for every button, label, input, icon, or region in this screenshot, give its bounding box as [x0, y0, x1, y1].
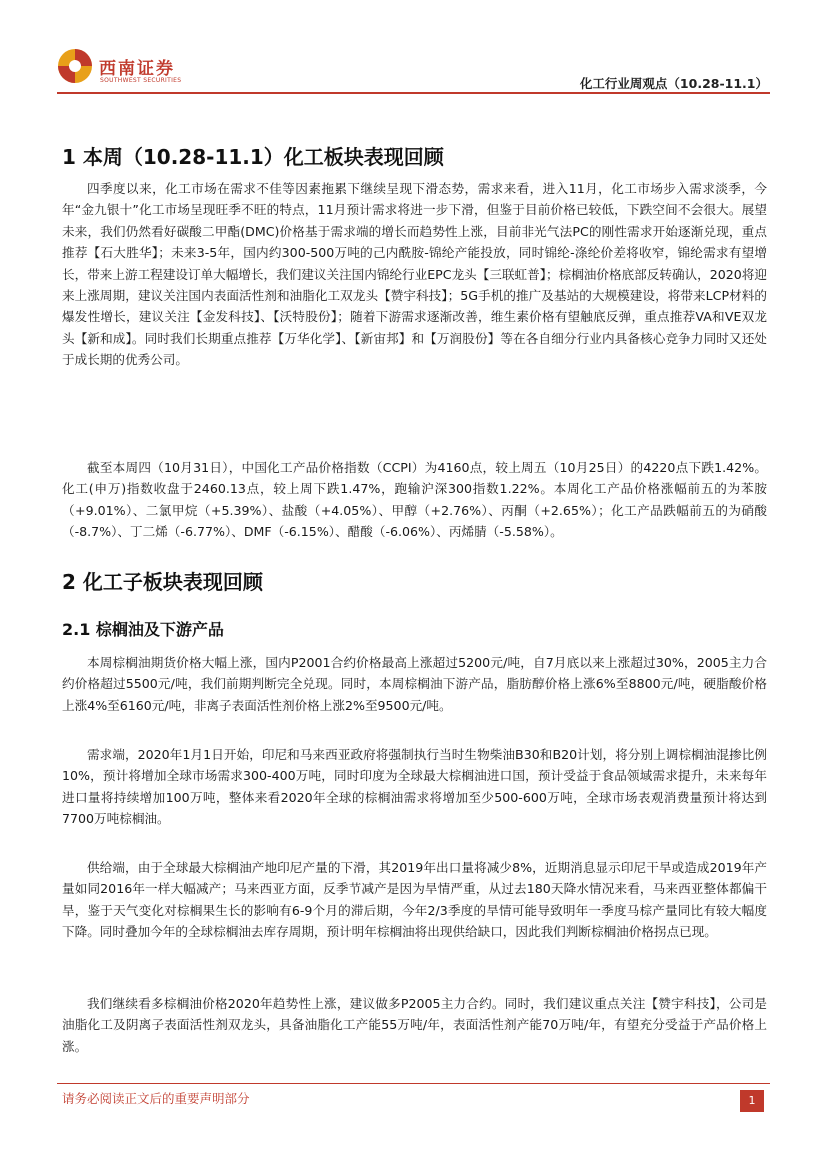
section-2-1-paragraph-4: 我们继续看多棕榈油价格2020年趋势性上涨，建议做多P2005主力合约。同时，我们建议重点关注【赞宇科技】，公司是油脂化工及阴离子表面活性剂双龙头，具备油脂化工产能55万吨/年，表面活性剂产能70万吨/年，有望充分受益于产品价格上涨。: [62, 996, 767, 1054]
logo-text-cn: 西南证券: [99, 59, 175, 79]
disclaimer-note: 请务必阅读正文后的重要声明部分: [62, 1091, 250, 1106]
section-1-paragraph-2: 截至本周四（10月31日），中国化工产品价格指数（CCPI）为4160点，较上周五（10月25日）的4220点下跌1.42%。化工(申万)指数收盘于2460.13点，较上周下跌1.47%，跑输沪深300指数1.22%。本周化工产品价格涨幅前五的为苯胺（+9.01%）、二氯甲烷（+5.39%）、盐酸（+4.05%）、甲醇（+2.76%）、丙酮（+2.65%）；化工产品跌幅前五的为硝酸（-8.7%）、丁二烯（-6.77%）、DMF（-6.15%）、醋酸（-6.06%）、丙烯腈（-5.58%）。: [62, 460, 767, 540]
page-header: [57, 38, 770, 96]
footer-divider: [57, 1083, 770, 1084]
section-1-paragraph-1: 四季度以来，化工市场在需求不佳等因素拖累下继续呈现下滑态势，需求来看，进入11月，化工市场步入需求淡季，今年“金九银十”化工市场呈现旺季不旺的特点，11月预计需求将进一步下滑，但鉴于目前价格已较低，下跌空间不会很大。展望未来，我们仍然看好碳酸二甲酯(DMC)价格基于需求端的增长而趋势性上涨，目前非光气法PC的刚性需求开始逐渐兑现，重点推荐【石大胜华】；未来3-5年，国内约300-500万吨的己内酰胺-锦纶产能投放，同时锦纶-涤纶价差将收窄，锦纶需求有望增长，带来上游工程建设订单大幅增长，我们建议关注国内锦纶行业EPC龙头【三联虹普】；棕榈油价格底部反转确认，2020将迎来上涨周期，建议关注国内表面活性剂和油脂化工双龙头【赞宇科技】；5G手机的推广及基站的大规模建设，将带来LCP材料的爆发性增长，建议关注【金发科技】、【沃特股份】；随着下游需求逐渐改善，维生素价格有望触底反弹，重点推荐VA和VE双龙头【新和成】。同时我们长期重点推荐【万华化学】、【新宙邦】和【万润股份】等在各自细分行业内具备核心竞争力同时又还处于成长期的优秀公司。: [62, 181, 767, 368]
logo-text-en: SOUTHWEST SECURITIES: [100, 77, 182, 84]
section-1-heading: 1 本周（10.28-11.1）化工板块表现回顾: [62, 145, 444, 169]
section-2-1-heading: 2.1 棕榈油及下游产品: [62, 620, 224, 639]
report-title: 化工行业周观点（10.28-11.1）: [579, 76, 768, 91]
page-number: 1: [740, 1090, 764, 1112]
header-divider: [57, 92, 770, 94]
logo-emblem-icon: [57, 48, 93, 84]
section-2-1-paragraph-2: 需求端，2020年1月1日开始，印尼和马来西亚政府将强制执行当时生物柴油B30和B20计划，将分别上调棕榈油混掺比例10%，预计将增加全球市场需求300-400万吨，同时印度为全球最大棕榈油进口国，预计受益于食品领域需求提升，未来每年进口量将持续增加100万吨，整体来看2020年全球的棕榈油需求将增加至少500-600万吨，全球市场表观消费量预计将达到7700万吨棕榈油。: [62, 747, 767, 827]
section-2-heading: 2 化工子板块表现回顾: [62, 570, 263, 594]
section-2-1-paragraph-1: 本周棕榈油期货价格大幅上涨，国内P2001合约价格最高上涨超过5200元/吨，自7月底以来上涨超过30%，2005主力合约价格超过5500元/吨，我们前期判断完全兑现。同时，本周棕榈油下游产品，脂肪醇价格上涨6%至8800元/吨，硬脂酸价格上涨4%至6160元/吨，非离子表面活性剂价格上涨2%至9500元/吨。: [62, 655, 767, 713]
section-2-1-paragraph-3: 供给端，由于全球最大棕榈油产地印尼产量的下滑，其2019年出口量将减少8%，近期消息显示印尼干旱或造成2019年产量如同2016年一样大幅减产；马来西亚方面，反季节减产是因为旱情严重，从过去180天降水情况来看，马来西亚整体都偏干旱，鉴于天气变化对棕榈果生长的影响有6-9个月的滞后期，今年2/3季度的旱情可能导致明年一季度马棕产量同比有较大幅度下降。同时叠加今年的全球棕榈油去库存周期，预计明年棕榈油将出现供给缺口，因此我们判断棕榈油价格拐点已现。: [62, 860, 767, 940]
